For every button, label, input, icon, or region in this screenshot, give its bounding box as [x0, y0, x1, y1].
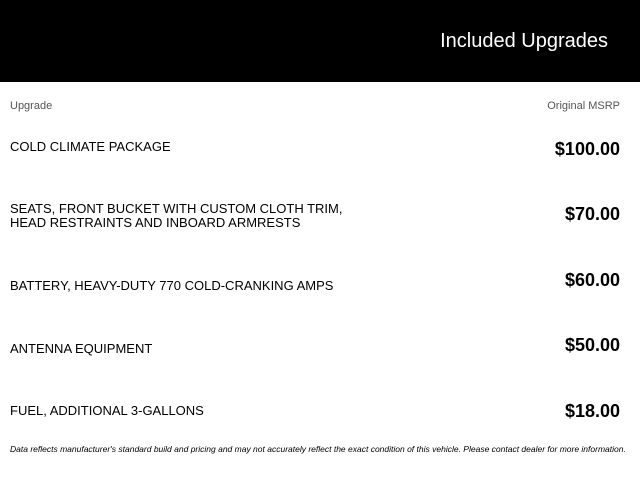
upgrade-name-line: FUEL, ADDITIONAL 3-GALLONS	[10, 403, 204, 418]
upgrade-name	[10, 404, 204, 418]
header-bar	[0, 0, 640, 82]
upgrade-name-line: HEAD RESTRAINTS AND INBOARD ARMRESTS	[10, 215, 301, 230]
upgrade-name	[10, 342, 152, 356]
disclaimer-text: Data reflects manufacturer's standard build and pricing and may not accurately reflect the exact condition of this vehicle. Please contact dealer for more information.	[10, 444, 626, 454]
upgrade-price: $50.00	[564, 335, 620, 355]
upgrade-name-line: ANTENNA EQUIPMENT	[10, 341, 153, 356]
upgrade-name	[10, 279, 333, 293]
upgrade-price: $70.00	[564, 204, 620, 224]
upgrade-price: $100.00	[554, 139, 620, 159]
upgrade-name	[10, 140, 171, 154]
column-header-msrp: Original MSRP	[547, 100, 620, 112]
upgrade-name-line: BATTERY, HEAVY-DUTY 770 COLD-CRANKING AMPS	[10, 278, 334, 293]
upgrade-name-line: COLD CLIMATE PACKAGE	[10, 139, 171, 154]
upgrade-price: $18.00	[564, 401, 620, 421]
upgrade-name	[10, 202, 342, 230]
upgrade-price: $60.00	[564, 270, 620, 290]
page-title: Included Upgrades	[440, 30, 608, 52]
upgrade-name-line: SEATS, FRONT BUCKET WITH CUSTOM CLOTH TRIM,	[10, 201, 343, 216]
column-header-upgrade: Upgrade	[10, 100, 53, 112]
